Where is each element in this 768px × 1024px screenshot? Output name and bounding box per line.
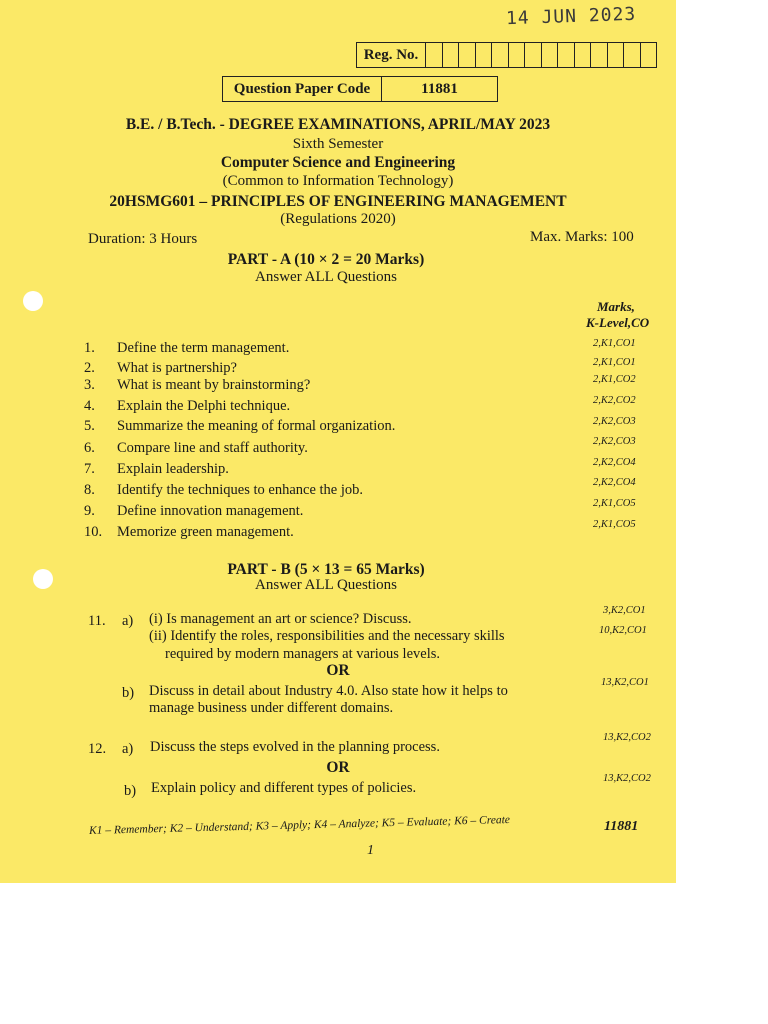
question-marks: 2,K1,CO5	[593, 498, 636, 509]
duration: Duration: 3 Hours	[88, 231, 198, 247]
question-number: 9.	[84, 503, 95, 519]
question-number: 5.	[84, 418, 95, 434]
k-level-legend: K1 – Remember; K2 – Understand; K3 – Apply; K4 – Analyze; K5 – Evaluate; K6 – Create	[88, 813, 511, 837]
qp-code-value: 11881	[421, 81, 458, 97]
reg-no-cell	[525, 43, 542, 67]
question-text: Define innovation management.	[117, 503, 304, 519]
question-marks: 2,K1,CO1	[593, 338, 636, 349]
date-stamp: 14 JUN 2023	[505, 3, 637, 30]
question-text: required by modern managers at various levels.	[165, 646, 441, 662]
part-a-title: PART - A (10 × 2 = 20 Marks)	[227, 251, 425, 268]
regulations: (Regulations 2020)	[280, 211, 396, 227]
reg-no-cell	[608, 43, 625, 67]
question-marks: 2,K1,CO5	[593, 519, 636, 530]
question-marks: 13,K2,CO2	[603, 773, 651, 784]
reg-no-cell	[624, 43, 641, 67]
question-text: Explain policy and different types of policies.	[151, 780, 417, 796]
question-text: (ii) Identify the roles, responsibilities and the necessary skills	[149, 628, 505, 644]
question-number: 4.	[84, 398, 95, 414]
question-number: 7.	[84, 461, 95, 477]
question-part-label: a)	[122, 741, 134, 757]
subject-title: 20HSMG601 – PRINCIPLES OF ENGINEERING MANAGEMENT	[109, 193, 567, 210]
reg-no-cell	[542, 43, 559, 67]
punch-hole	[23, 291, 43, 311]
reg-no-label: Reg. No.	[357, 43, 426, 67]
question-marks: 2,K2,CO3	[593, 436, 636, 447]
question-text: What is partnership?	[117, 360, 237, 376]
question-marks: 13,K2,CO2	[603, 732, 651, 743]
question-number: 3.	[84, 377, 95, 393]
reg-no-cell	[558, 43, 575, 67]
question-marks: 2,K2,CO4	[593, 457, 636, 468]
marks-header-1: Marks,	[597, 299, 635, 314]
reg-no-cell	[459, 43, 476, 67]
punch-hole	[33, 569, 53, 589]
question-marks: 2,K1,CO1	[593, 357, 636, 368]
question-number: 12.	[88, 741, 107, 757]
semester: Sixth Semester	[292, 136, 384, 152]
question-marks: 10,K2,CO1	[599, 625, 647, 636]
footer-code: 11881	[604, 819, 639, 834]
reg-no-cell	[575, 43, 592, 67]
question-text: Define the term management.	[117, 340, 290, 356]
reg-no-cell	[476, 43, 493, 67]
reg-no-cell	[591, 43, 608, 67]
reg-no-cell	[492, 43, 509, 67]
question-text: Identify the techniques to enhance the job.	[117, 482, 364, 498]
question-marks: 2,K2,CO2	[593, 395, 636, 406]
question-paper-code-box	[222, 76, 498, 102]
question-text: Memorize green management.	[117, 524, 294, 540]
question-marks: 3,K2,CO1	[603, 605, 646, 616]
or-separator: OR	[326, 759, 350, 776]
part-a-instruction: Answer ALL Questions	[255, 269, 397, 285]
question-text: (i) Is management an art or science? Discuss.	[149, 611, 412, 627]
question-text: Discuss in detail about Industry 4.0. Also state how it helps to	[149, 683, 508, 699]
common-to: (Common to Information Technology)	[222, 173, 454, 189]
question-number: 8.	[84, 482, 95, 498]
question-part-label: a)	[122, 613, 134, 629]
part-b-title: PART - B (5 × 13 = 65 Marks)	[227, 561, 425, 578]
question-text: Summarize the meaning of formal organization.	[117, 418, 396, 434]
qp-code-label: Question Paper Code	[223, 77, 382, 101]
question-number: 11.	[88, 613, 106, 629]
question-text: Explain leadership.	[117, 461, 229, 477]
reg-no-cell	[641, 43, 657, 67]
max-marks: Max. Marks: 100	[530, 229, 634, 245]
reg-no-box	[356, 42, 657, 68]
question-part-label: b)	[124, 783, 137, 799]
exam-title: B.E. / B.Tech. - DEGREE EXAMINATIONS, APRIL/MAY 2023	[125, 116, 551, 133]
part-b-instruction: Answer ALL Questions	[255, 577, 397, 593]
reg-no-cell	[443, 43, 460, 67]
question-number: 2.	[84, 360, 95, 376]
reg-no-cell	[509, 43, 526, 67]
question-text: Compare line and staff authority.	[117, 440, 308, 456]
question-text: Discuss the steps evolved in the planning process.	[150, 739, 440, 755]
question-text: Explain the Delphi technique.	[117, 398, 291, 414]
question-marks: 13,K2,CO1	[601, 677, 649, 688]
reg-no-cell	[426, 43, 443, 67]
question-marks: 2,K1,CO2	[593, 374, 636, 385]
question-number: 10.	[84, 524, 103, 540]
department: Computer Science and Engineering	[220, 154, 456, 171]
question-text: What is meant by brainstorming?	[117, 377, 311, 393]
marks-header-2: K-Level,CO	[586, 315, 650, 330]
or-separator: OR	[326, 662, 350, 679]
page-number: 1	[367, 843, 374, 858]
question-text: manage business under different domains.	[149, 700, 394, 716]
question-number: 1.	[84, 340, 95, 356]
question-part-label: b)	[122, 685, 135, 701]
question-marks: 2,K2,CO3	[593, 416, 636, 427]
question-marks: 2,K2,CO4	[593, 477, 636, 488]
question-number: 6.	[84, 440, 95, 456]
